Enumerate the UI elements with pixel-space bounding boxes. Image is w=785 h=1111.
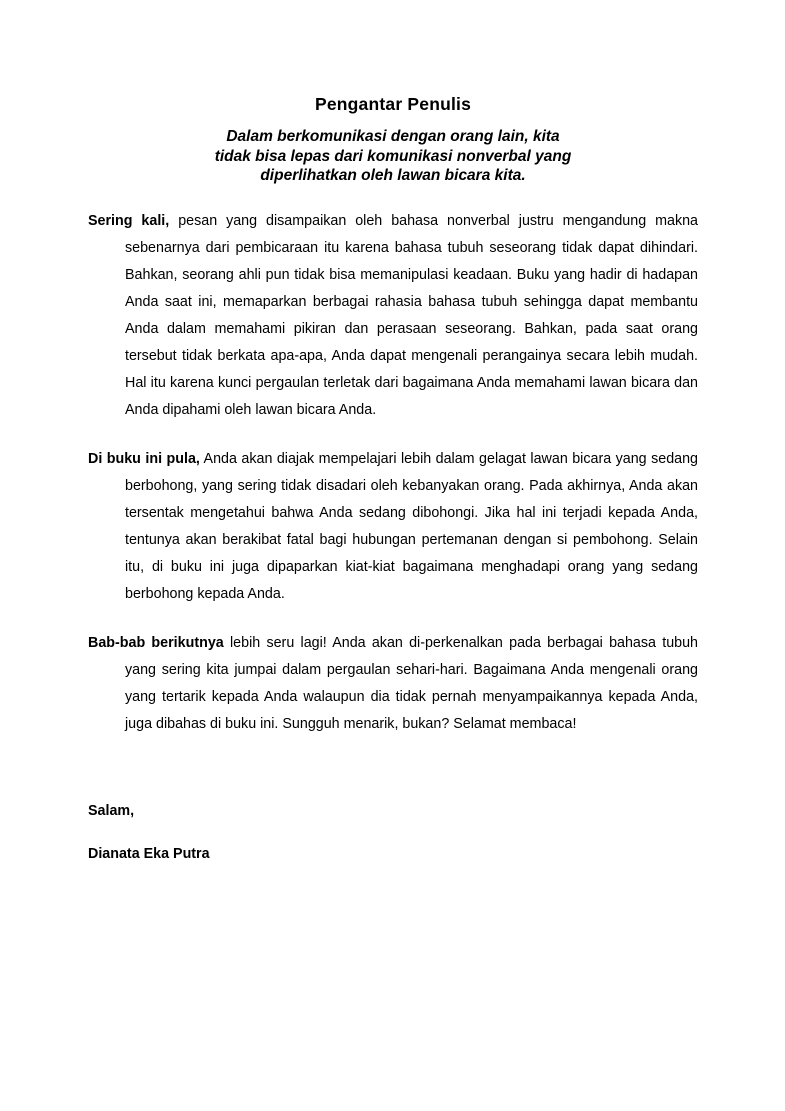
paragraph	[88, 446, 698, 608]
paragraph-lead-in: Bab-bab berikutnya	[88, 634, 224, 651]
signature-name: Dianata Eka Putra	[88, 845, 210, 862]
document-body	[88, 186, 698, 738]
document-content	[88, 0, 698, 868]
paragraph-text: pesan yang disampaikan oleh bahasa nonverbal justru mengandung makna sebenarnya dari pembicaraan itu karena bahasa tubuh seseorang tidak dapat dihindari. Bahkan, seorang ahli pun tidak bisa memanipulasi keadaan. Buku yang hadir di hadapan Anda saat ini, memaparkan berbagai rahasia bahasa tubuh sehingga dapat membantu Anda dalam memahami pikiran dan perasaan seseorang. Bahkan, pada saat orang tersebut tidak berkata apa-apa, Anda dapat mengenali perangainya secara lebih mudah. Hal itu karena kunci pergaulan terletak dari bagaimana Anda memahami lawan bicara dan Anda dipahami oleh lawan bicara Anda.	[125, 212, 698, 418]
page-title: Pengantar Penulis	[314, 94, 472, 114]
paragraph-text: lebih seru lagi! Anda akan di-perkenalkan pada berbagai bahasa tubuh yang sering kita jumpai dalam pergaulan sehari-hari. Bagaimana Anda mengenali orang yang tertarik kepada Anda walaupun dia tidak pernah menyampaikannya kepada Anda, juga dibahas di buku ini. Sungguh menarik, bukan? Selamat membaca!	[125, 634, 699, 732]
document-subtitle	[88, 115, 698, 186]
paragraph-lead-in: Sering kali,	[88, 212, 170, 229]
signature-block	[88, 738, 698, 868]
signature-closing: Salam,	[88, 802, 135, 819]
paragraph	[88, 208, 698, 424]
subtitle-line-3: diperlihatkan oleh lawan bicara kita.	[260, 167, 526, 184]
subtitle-line-2: tidak bisa lepas dari komunikasi nonverbal yang	[214, 147, 572, 165]
subtitle-line-1: Dalam berkomunikasi dengan orang lain, kita	[226, 128, 560, 145]
paragraph	[88, 630, 698, 738]
paragraph-text: Anda akan diajak mempelajari lebih dalam gelagat lawan bicara yang sedang berbohong, yang sering tidak disadari oleh kebanyakan orang. Pada akhirnya, Anda akan tersentak mengetahui bahwa Anda sedang dibohongi. Jika hal ini terjadi kepada Anda, tentunya akan berakibat fatal bagi hubungan pertemanan dengan si pembohong. Selain itu, di buku ini juga dipaparkan kiat-kiat bagaimana menghadapi orang yang sedang berbohong kepada Anda.	[125, 450, 698, 602]
paragraph-lead-in: Di buku ini pula,	[88, 450, 200, 467]
